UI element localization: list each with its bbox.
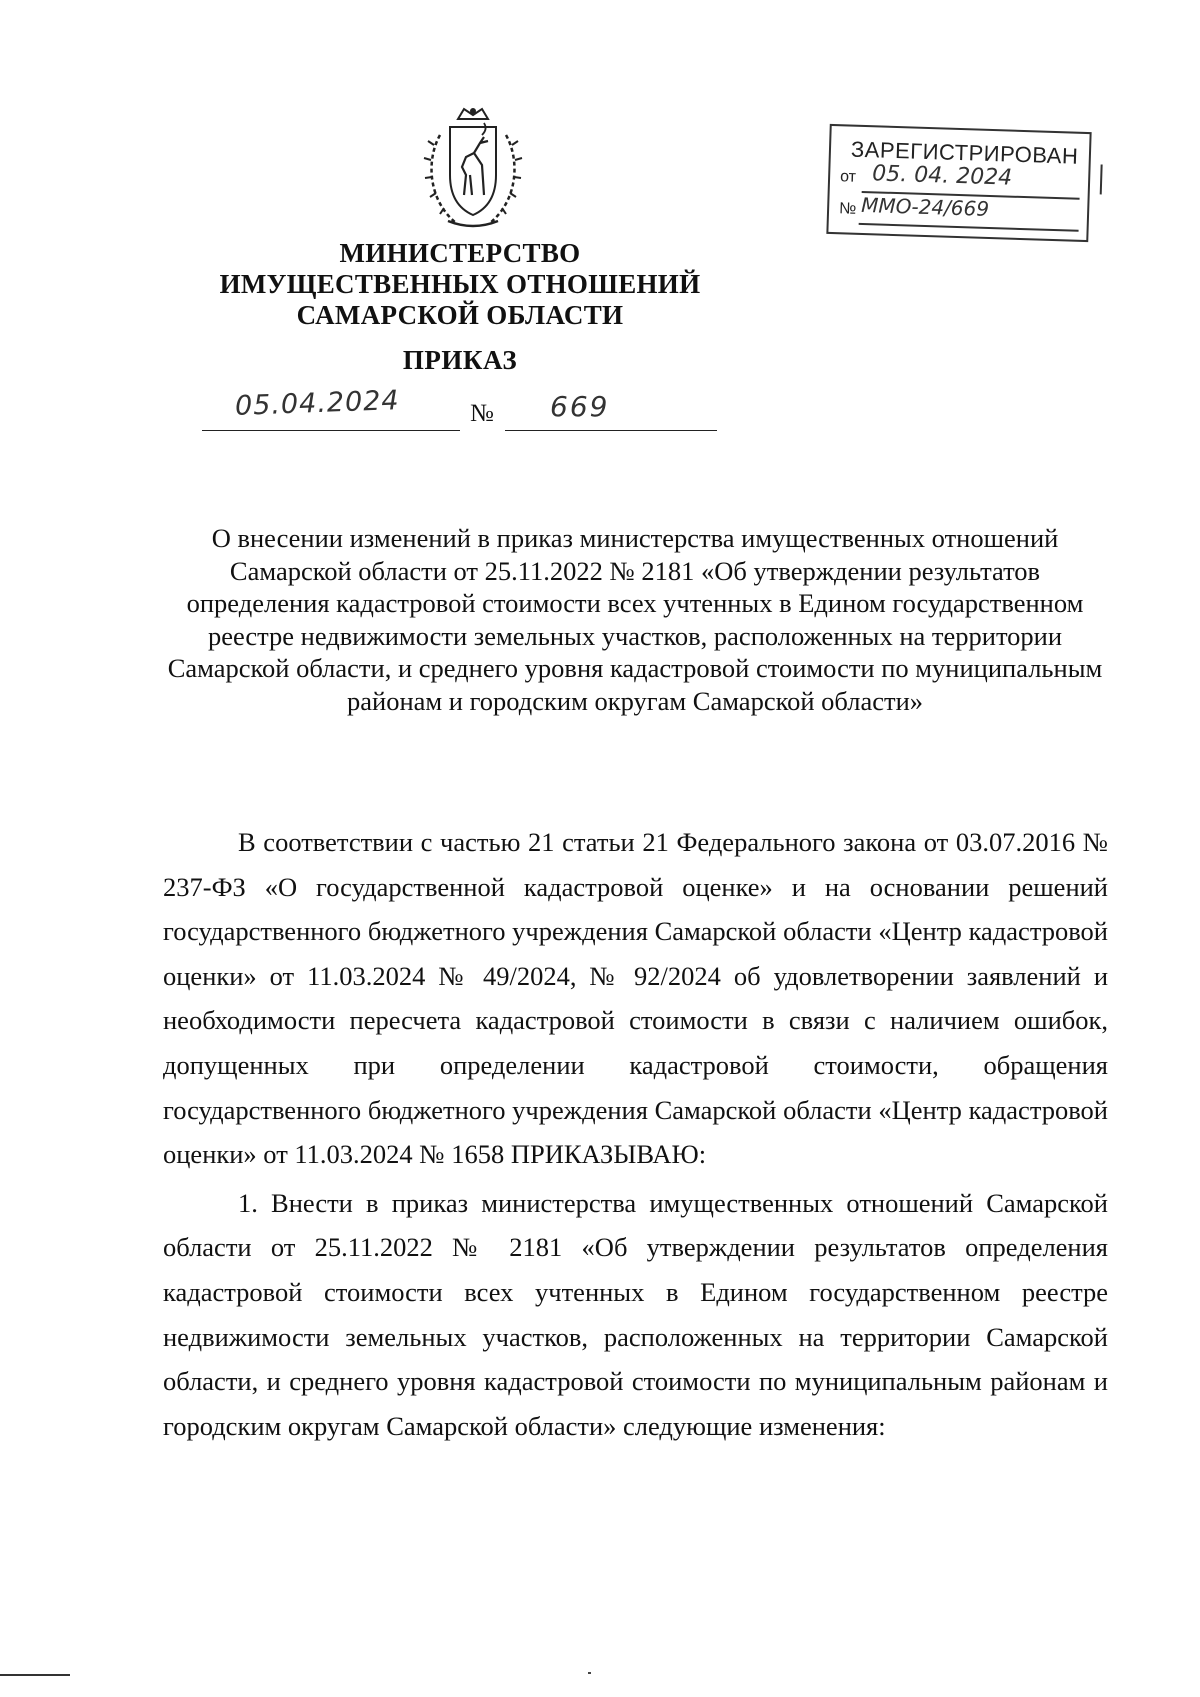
registration-stamp — [826, 124, 1091, 242]
stamp-edge-mark — [1100, 164, 1103, 194]
ministry-line-1: МИНИСТЕРСТВО — [339, 238, 581, 268]
order-date-handwritten: 05.04.2024 — [234, 385, 401, 422]
stamp-from-label: от — [839, 168, 857, 186]
ministry-line-3: САМАРСКОЙ ОБЛАСТИ — [296, 300, 624, 330]
order-number-line — [505, 395, 717, 431]
order-number-handwritten: 669 — [550, 390, 610, 423]
body-paragraph-preamble: В соответствии с частью 21 статьи 21 Федерального закона от 03.07.2016 № 237-ФЗ «О государственной кадастровой оценке» и на основании решений государственного бюджетного учреждения Самарской области «Центр кадастровой оценки» от 11.03.2024 № 49/2024, № 92/2024 об удовлетворении заявлений и необходимости пересчета кадастровой стоимости в связи с наличием ошибок, допущенных при определении кадастровой стоимости, обращения государственного бюджетного учреждения Самарской области «Центр кадастровой оценки» от 11.03.2024 № 1658 ПРИКАЗЫВАЮ: — [163, 827, 1108, 1170]
stamp-date: 05. 04. 2024 — [871, 161, 1013, 191]
ministry-name — [200, 238, 720, 331]
order-subject: О внесении изменений в приказ министерства имущественных отношений Самарской области от 25.11.2022 № 2181 «Об утверждении результатов определения кадастровой стоимости всех учтенных в Едином государственном реестре недвижимости земельных участков, расположенных на территории Самарской области, и среднего уровня кадастровой стоимости по муниципальным районам и городским округам Самарской области» — [167, 523, 1103, 716]
order-body — [163, 820, 1108, 1448]
stamp-number-label: № — [838, 200, 857, 218]
order-number-sign: № — [470, 400, 494, 427]
stamp-number: ММО-24/669 — [860, 192, 990, 221]
stamp-number-line — [859, 223, 1079, 231]
coat-of-arms-emblem — [418, 105, 528, 235]
order-title: ПРИКАЗ — [402, 345, 518, 375]
ministry-line-2: ИМУЩЕСТВЕННЫХ ОТНОШЕНИЙ — [219, 269, 701, 299]
footer-rule — [0, 1674, 70, 1676]
body-paragraph-item-1: 1. Внести в приказ министерства имущественных отношений Самарской области от 25.11.2022 № 2181 «Об утверждении результатов определения кадастровой стоимости всех учтенных в Едином государственном реестре недвижимости земельных участков, расположенных на территории Самарской области, и среднего уровня кадастровой стоимости по муниципальным районам и городским округам Самарской области» следующие изменения: — [163, 1187, 1108, 1441]
scan-speck — [588, 1672, 591, 1674]
stamp-title: ЗАРЕГИСТРИРОВАН — [850, 136, 1079, 169]
